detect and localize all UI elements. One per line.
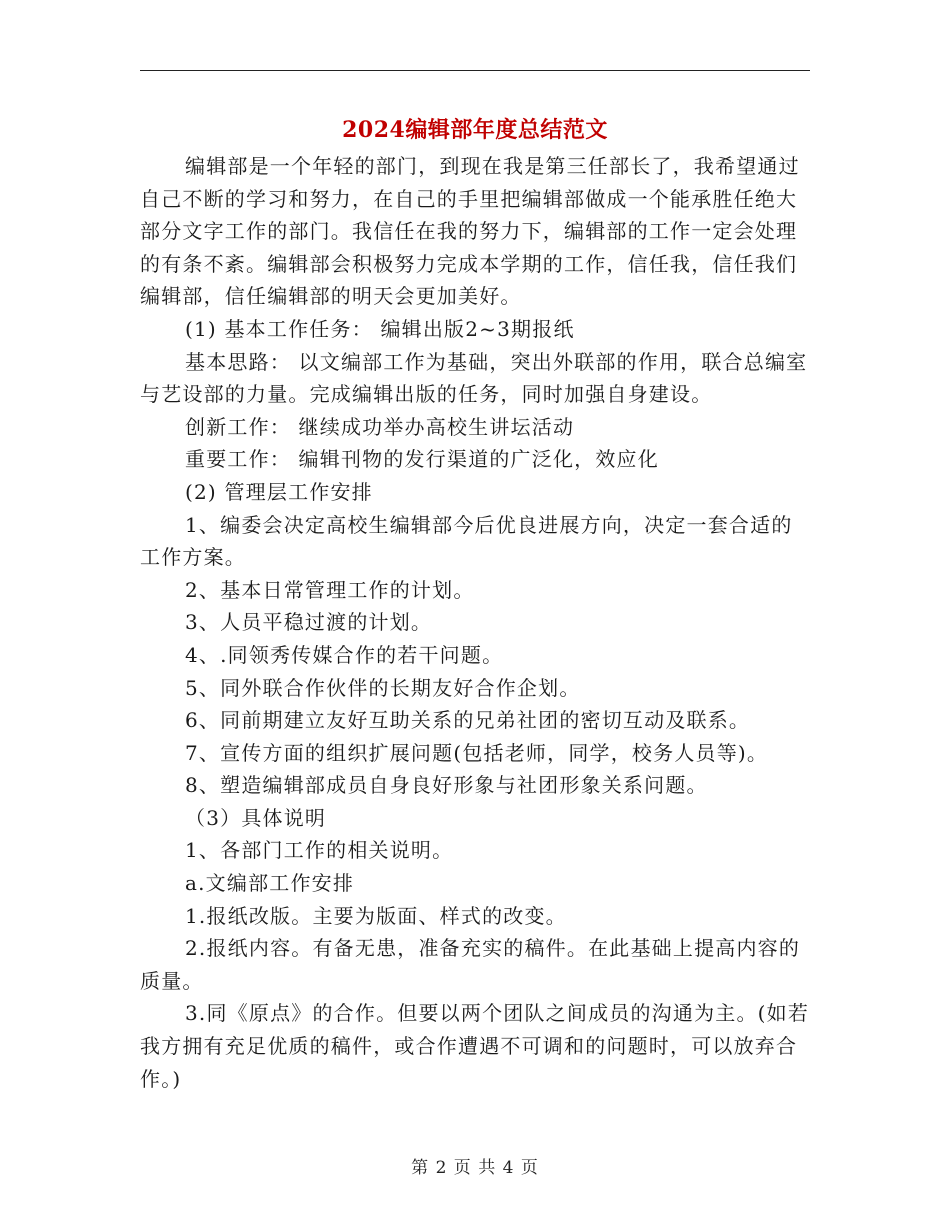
paragraph-intro: 编辑部是一个年轻的部门，到现在我是第三任部长了，我希望通过自己不断的学习和努力，在自己的手里把编辑部做成一个能承胜任绝大部分文字工作的部门。我信任在我的努力下，编辑部的工作一定会处理的有条不紊。编辑部会积极努力完成本学期的工作，信任我，信任我们编辑部，信任编辑部的明天会更加美好。	[140, 154, 800, 309]
section-heading-details: （3）具体说明	[185, 805, 327, 830]
page-number: 第 2 页 共 4 页	[411, 1158, 539, 1178]
paragraph-basic-approach: 基本思路： 以文编部工作为基础，突出外联部的作用，联合总编室与艺设部的力量。完成编辑出版的任务，同时加强自身建设。	[140, 349, 808, 407]
list-item: 3.同《原点》的合作。但要以两个团队之间成员的沟通为主。(如若我方拥有充足优质的稿件，或合作遭遇不可调和的问题时，可以放弃合作。)	[140, 1001, 810, 1091]
list-item: 2.报纸内容。有备无患，准备充实的稿件。在此基础上提高内容的质量。	[140, 936, 801, 993]
list-item: 1、编委会决定高校生编辑部今后优良进展方向，决定一套合适的工作方案。	[140, 512, 793, 570]
list-item: 6、同前期建立友好互助关系的兄弟社团的密切互动及联系。	[185, 708, 751, 733]
list-item: 4、.同领秀传媒合作的若干问题。	[185, 642, 504, 667]
document-body	[140, 150, 810, 1095]
paragraph-basic-tasks: (1) 基本工作任务： 编辑出版2~3期报纸	[185, 316, 575, 341]
list-item: 8、塑造编辑部成员自身良好形象与社团形象关系问题。	[185, 773, 708, 798]
document-title: 2024编辑部年度总结范文	[342, 117, 608, 143]
list-item: 5、同外联合作伙伴的长期友好合作企划。	[185, 675, 581, 700]
paragraph-key-work: 重要工作： 编辑刊物的发行渠道的广泛化，效应化	[185, 447, 659, 472]
paragraph-innovation-work: 创新工作： 继续成功举办高校生讲坛活动	[185, 414, 575, 439]
list-item: 2、基本日常管理工作的计划。	[185, 577, 475, 602]
list-item: 7、宣传方面的组织扩展问题(包括老师，同学，校务人员等)。	[185, 740, 769, 765]
subsection-heading: a.文编部工作安排	[185, 871, 355, 896]
list-item: 3、人员平稳过渡的计划。	[185, 610, 433, 635]
header-rule	[140, 70, 810, 71]
list-item: 1、各部门工作的相关说明。	[185, 838, 454, 863]
list-item: 1.报纸改版。主要为版面、样式的改变。	[185, 903, 567, 928]
section-heading-management: (2) 管理层工作安排	[185, 479, 373, 504]
